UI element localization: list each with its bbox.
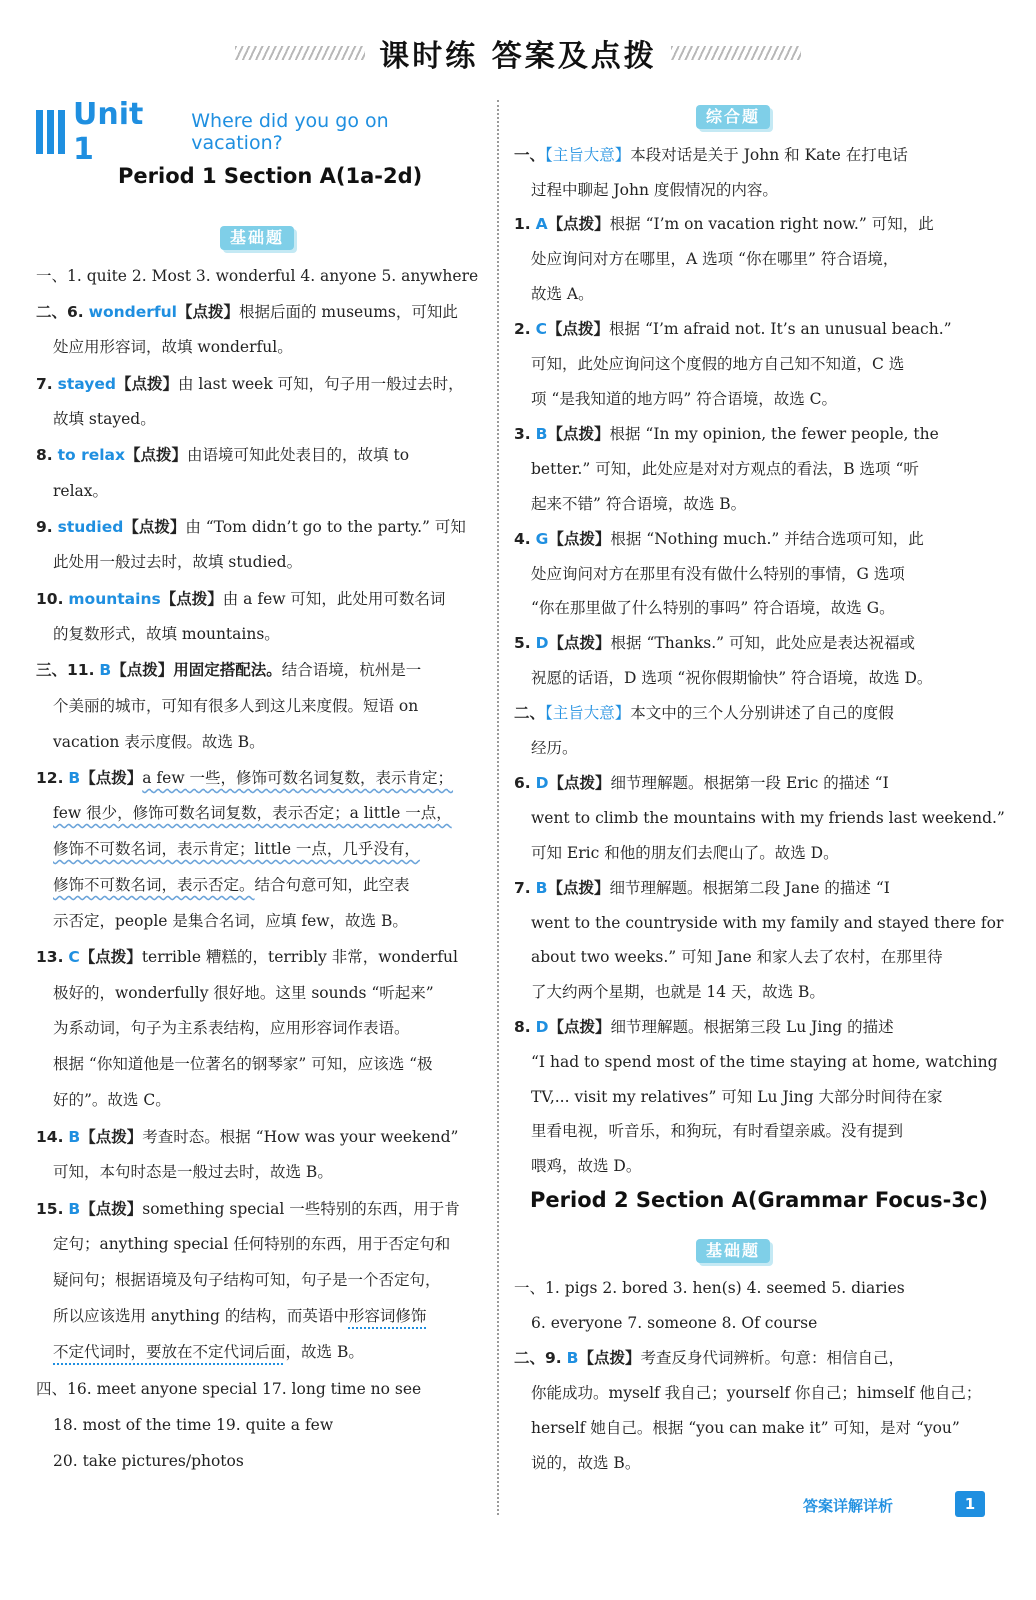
column-divider [497, 100, 499, 1515]
footer-label: 答案详解详析 [803, 1497, 894, 1515]
period2-title: Period 2 Section A(Grammar Focus-3c) [530, 1188, 989, 1212]
unit-heading [36, 97, 482, 167]
answer-row-p2-9c: herself 她自己。根据 “you can make it” 可知，是对 “you” [531, 1419, 960, 1437]
answer-row-7b: 故填 stayed。 [53, 410, 156, 428]
answer-row-13b: 极好的，wonderfully 很好地。这里 sounds “听起来” [53, 984, 434, 1002]
answer-row-r2c: 项 “是我知道的地方吗” 符合语境，故选 C。 [531, 390, 837, 408]
answer-row-r8b: “I had to spend most of the time staying at home, watching [531, 1053, 998, 1071]
answer-row-r4c: “你在那里做了什么特别的事吗” 符合语境，故选 G。 [531, 599, 895, 617]
answer-row-8b: relax。 [53, 482, 109, 500]
answer-row-r7c: about two weeks.” 可知 Jane 和家人去了农村，在那里待 [531, 948, 943, 966]
main-idea-row-1b: 过程中聊起 John 度假情况的内容。 [531, 181, 778, 199]
badge-basic-2: 基础题 [696, 1239, 770, 1263]
answer-row-p2-9d: 说的，故选 B。 [531, 1454, 641, 1472]
answer-row-16: 四、16. meet anyone special 17. long time no see [36, 1380, 422, 1398]
answer-row-14b: 可知，本句时态是一般过去时，故选 B。 [53, 1163, 333, 1181]
answer-row-13e: 好的”。故选 C。 [53, 1091, 171, 1109]
answer-row-12d: 修饰不可数名词，表示否定。结合句意可知，此空表 [53, 876, 410, 894]
answer-row-r2: 2. C【点拨】根据 “I’m afraid not. It’s an unusual beach.” [514, 319, 952, 338]
answer-row-10b: 的复数形式，故填 mountains。 [53, 625, 280, 643]
answer-row-20: 20. take pictures/photos [53, 1452, 244, 1470]
answer-row-r2b: 可知，此处应询问这个度假的地方自己知不知道，C 选 [531, 355, 905, 373]
answer-row-p2-9: 二、9. B【点拨】考查反身代词辨析。句意：相信自己， [514, 1348, 904, 1367]
answer-row-15c: 疑问句；根据语境及句子结构可知，句子是一个否定句， [53, 1271, 441, 1289]
answer-row-7: 7. stayed【点拨】由 last week 可知，句子用一般过去时， [36, 374, 464, 393]
answer-row-r6c: 可知 Eric 和他的朋友们去爬山了。故选 D。 [531, 844, 839, 862]
answer-row-r4b: 处应询问对方在那里有没有做什么特别的事情，G 选项 [531, 565, 905, 583]
answer-row-r8c: TV,... visit my relatives” 可知 Lu Jing 大部分时间待在家 [531, 1088, 943, 1106]
answer-row-12b: few 很少，修饰可数名词复数，表示否定；a little 一点， [53, 804, 452, 822]
answer-row-10: 10. mountains【点拨】由 a few 可知，此处用可数名词 [36, 589, 446, 608]
period1-title: Period 1 Section A(1a-2d) [118, 164, 423, 188]
page-number: 1 [955, 1491, 985, 1517]
answer-row-r1b: 处应询问对方在哪里，A 选项 “你在哪里” 符合语境， [531, 250, 899, 268]
answer-row-12e: 示否定，people 是集合名词，应填 few，故选 B。 [53, 912, 408, 930]
hatch-left-decoration [235, 46, 365, 60]
answer-row-15b: 定句；anything special 任何特别的东西，用于否定句和 [53, 1235, 451, 1253]
answer-row-r6b: went to climb the mountains with my friends last weekend.” [531, 809, 1005, 827]
main-idea-row-2: 二、【主旨大意】本文中的三个人分别讲述了自己的度假 [514, 704, 894, 722]
answer-row-13d: 根据 “你知道他是一位著名的钢琴家” 可知，应该选 “极 [53, 1055, 433, 1073]
answer-row-p2-6: 6. everyone 7. someone 8. Of course [531, 1314, 818, 1332]
answer-row-r8d: 里看电视，听音乐，和狗玩，有时看望亲戚。没有提到 [531, 1122, 904, 1140]
answer-row-11b: 个美丽的城市，可知有很多人到这儿来度假。短语 on [53, 697, 419, 715]
answer-row-6b: 处应用形容词，故填 wonderful。 [53, 338, 293, 356]
hatch-right-decoration [671, 46, 801, 60]
answer-row-9: 9. studied【点拨】由 “Tom didn’t go to the party.” 可知 [36, 517, 466, 536]
answer-row-r6: 6. D【点拨】细节理解题。根据第一段 Eric 的描述 “I [514, 773, 889, 792]
answer-row-15d: 所以应该选用 anything 的结构，而英语中形容词修饰 [53, 1307, 427, 1325]
answer-row-r7b: went to the countryside with my family and stayed there for [531, 914, 1004, 932]
badge-basic: 基础题 [220, 226, 294, 250]
answer-row-18: 18. most of the time 19. quite a few [53, 1416, 334, 1434]
answer-row-13: 13. C【点拨】terrible 糟糕的，terribly 非常，wonderful [36, 947, 458, 966]
main-idea-row-2b: 经历。 [531, 739, 578, 757]
answer-row-r3c: 起来不错” 符合语境，故选 B。 [531, 495, 747, 513]
answer-row-9b: 此处用一般过去时，故填 studied。 [53, 553, 303, 571]
answer-row-r1c: 故选 A。 [531, 285, 594, 303]
answer-row-12: 12. B【点拨】a few 一些，修饰可数名词复数，表示肯定； [36, 768, 454, 787]
answer-row-r8e: 喂鸡，故选 D。 [531, 1157, 642, 1175]
answer-row-p2-1: 一、1. pigs 2. bored 3. hen(s) 4. seemed 5. diaries [514, 1279, 905, 1297]
answer-row-11: 三、11. B【点拨】用固定搭配法。结合语境，杭州是一 [36, 660, 422, 679]
answer-row-12c: 修饰不可数名词，表示肯定；little 一点，几乎没有， [53, 840, 420, 858]
answer-row-r7d: 了大约两个星期，也就是 14 天，故选 B。 [531, 983, 825, 1001]
answer-row-r3: 3. B【点拨】根据 “In my opinion, the fewer people, the [514, 424, 939, 443]
answer-row-14: 14. B【点拨】考查时态。根据 “How was your weekend” [36, 1127, 459, 1146]
badge-comprehensive: 综合题 [696, 105, 770, 129]
answer-row-8: 8. to relax【点拨】由语境可知此处表目的，故填 to [36, 445, 410, 464]
answer-row-r5: 5. D【点拨】根据 “Thanks.” 可知，此处应是表达祝福或 [514, 633, 916, 652]
answer-row-p2-9b: 你能成功。myself 我自己；yourself 你自己；himself 他自己； [531, 1384, 982, 1402]
answer-row-r8: 8. D【点拨】细节理解题。根据第三段 Lu Jing 的描述 [514, 1017, 894, 1036]
answer-row-15e: 不定代词时，要放在不定代词后面，故选 B。 [53, 1343, 364, 1361]
answer-row-r1: 1. A【点拨】根据 “I’m on vacation right now.” 可知，此 [514, 214, 934, 233]
answer-row-6: 二、6. wonderful【点拨】根据后面的 museums，可知此 [36, 302, 458, 321]
answer-row-r3b: better.” 可知，此处应是对对方观点的看法，B 选项 “听 [531, 460, 919, 478]
unit-subtitle: Where did you go on vacation? [191, 110, 389, 154]
main-idea-row-1: 一、【主旨大意】本段对话是关于 John 和 Kate 在打电话 [514, 146, 908, 164]
unit-label: Unit 1 [73, 97, 144, 167]
answer-row-15: 15. B【点拨】something special 一些特别的东西，用于肯 [36, 1199, 460, 1218]
answer-row-11c: vacation 表示度假。故选 B。 [53, 733, 265, 751]
answer-row-r7: 7. B【点拨】细节理解题。根据第二段 Jane 的描述 “I [514, 878, 890, 897]
page-header [0, 28, 1036, 78]
answer-row-13c: 为系动词，句子为主系表结构，应用形容词作表语。 [53, 1019, 410, 1037]
answer-row-r4: 4. G【点拨】根据 “Nothing much.” 并结合选项可知，此 [514, 529, 924, 548]
unit-bars-icon [36, 110, 65, 154]
page-title: 课时练 答案及点拨 [379, 39, 657, 74]
answer-row-r5b: 祝愿的话语，D 选项 “祝你假期愉快” 符合语境，故选 D。 [531, 669, 933, 687]
answer-row-1: 一、1. quite 2. Most 3. wonderful 4. anyone 5. anywhere [36, 267, 479, 285]
